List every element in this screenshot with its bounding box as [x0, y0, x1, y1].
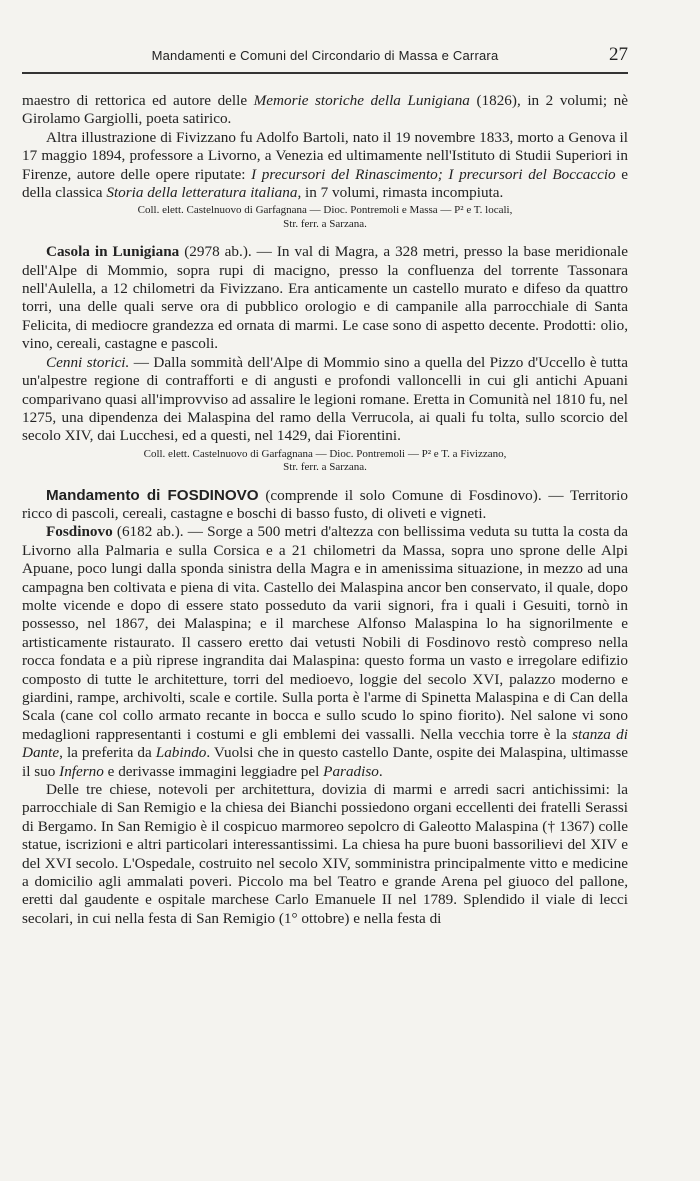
- footnote-info: Coll. elett. Castelnuovo di Garfagnana — Dioc. Pontremoli e Massa — P² e T. locali, Str. ferr. a Sarzana.: [137, 204, 513, 230]
- section-title: Mandamento di FOSDINOVO: [46, 486, 259, 504]
- page-body: [22, 92, 628, 928]
- paragraph-cenni-storici: Cenni storici. — Dalla sommità dell'Alpe di Mommio sino a quella del Pizzo d'Uccello è tutta un'alpestre regione di contrafforti e di angusti e profondi valloncelli in cui gli antichi Apuani comparivano quasi all'improvviso ad assalire le legioni romane. Eretta in Comunità nel 1810 fu, nel 1275, una dipendenza dei Malaspina del ramo della Verrucola, ai quali fu tolta, sullo scorcio del secolo XIV, dai Lucchesi, ed a questi, nel 1429, dai Fiorentini.: [22, 353, 628, 445]
- paragraph: Altra illustrazione di Fivizzano fu Adolfo Bartoli, nato il 19 novembre 1833, morto a Genova il 17 maggio 1894, professore a Livorno, a Venezia ed ultimamente nell'Istituto di Studii Superiori in Firenze, autore delle opere riputate: I precursori del Rinascimento; I precursori del Boccaccio e della classica Storia della letteratura italiana, in 7 volumi, rimasta incompiuta.: [22, 128, 628, 202]
- paragraph-casola: Casola in Lunigiana (2978 ab.). — In val di Magra, a 328 metri, presso la base meridionale dell'Alpe di Mommio, sopra rupi di macigno, presso la confluenza del torrente Tassonara nell'Aulella, a 12 chilometri da Fivizzano. Era anticamente un castello murato e difeso da quattro torri, una delle quali serve ora di pubblico orologio e di campanile alla parrocchiale di Santa Felicita, di mediocre grandezza ed ornata di marmi. Le case sono di aspetto decente. Prodotti: olio, vino, cereali, castagne e pascoli.: [22, 243, 628, 353]
- header-rule: [22, 72, 628, 74]
- paragraph-mandamento: Mandamento di FOSDINOVO (comprende il solo Comune di Fosdinovo). — Territorio ricco di pascoli, cereali, castagne e boschi di basso fusto, di oliveti e vigneti.: [22, 486, 628, 522]
- entry-title: Fosdinovo: [46, 523, 113, 541]
- paragraph-chiese: Delle tre chiese, notevoli per architettura, dovizia di marmi e arredi sacri antichissimi: la parrocchiale di San Remigio e la chiesa dei Bianchi possiedono organi eccellenti dei fratelli Serassi di Bergamo. In San Remigio è il cospicuo marmoreo sepolcro di Galeotto Malaspina († 1367) colle statue, iscrizioni e altri particolari interessantissimi. La chiesa ha pure buoni bassorilievi del XIV e del XVI secolo. L'Ospedale, costruito nel secolo XIV, somministra principalmente vitto e medicine a domicilio agli ammalati poveri. Piccolo ma bel Teatro e grande Arena pel giuoco del pallone, eretti dal gaudente e ospitale marchese Carlo Emanuele II nel 1789. Splendido il viale di lecci secolari, in cui nella festa di San Remigio (1° ottobre) e nella festa di: [22, 781, 628, 927]
- running-title: Mandamenti e Comuni del Circondario di Massa e Carrara: [151, 48, 499, 63]
- footnote-info: Coll. elett. Castelnuovo di Garfagnana — Dioc. Pontremoli — P² e T. a Fivizzano, Str. ferr. a Sarzana.: [143, 447, 507, 474]
- page-header: [22, 44, 628, 70]
- paragraph-fosdinovo: Fosdinovo (6182 ab.). — Sorge a 500 metri d'altezza con bellissima veduta su tutta la costa da Livorno alla Palmaria e sulla Corsica e a 21 chilometri da Massa, sopra uno sprone delle Alpi Apuane, poco lungi dalla sponda sinistra della Magra e in amenissima situazione, in mezzo ad una campagna ben coltivata e piena di vita. Castello dei Malaspina ancor ben conservato, il quale, dopo molte vicende e dopo di essere stato posseduto da varii signori, fra i quali i Gesuiti, tornò in possesso, nel 1867, dei Malaspina; e il marchese Alfonso Malaspina lo ha signorilmente e artisticamente ristaurato. Il cassero eretto dai vetusti Nobili di Fosdinovo restò compreso nella rocca fondata e a più riprese ingrandita dai Malaspina: questo forma un vasto e irregolare edifizio composto di tutte le architetture, torri del medioevo, loggie del secolo XVI, palazzo moderno e giardini, rampe, archivolti, scale e cortile. Sulla porta è l'arme di Spinetta Malaspina e di Can della Scala (cane col collo armato recante in bocca e sullo scudo lo spino fiorito). Nel salone vi sono medaglioni rappresentanti i costumi e gli emblemi dei vassalli. Nella vecchia torre è la stanza di Dante, la preferita da Labindo. Vuolsi che in questo castello Dante, ospite dei Malaspina, ultimasse il suo Inferno e derivasse immagini leggiadre pel Paradiso.: [22, 523, 628, 780]
- entry-title: Casola in Lunigiana: [46, 243, 180, 261]
- paragraph: maestro di rettorica ed autore delle Memorie storiche della Lunigiana (1826), in 2 volumi; nè Girolamo Gargiolli, poeta satirico.: [22, 92, 628, 128]
- page-number: 27: [609, 44, 628, 65]
